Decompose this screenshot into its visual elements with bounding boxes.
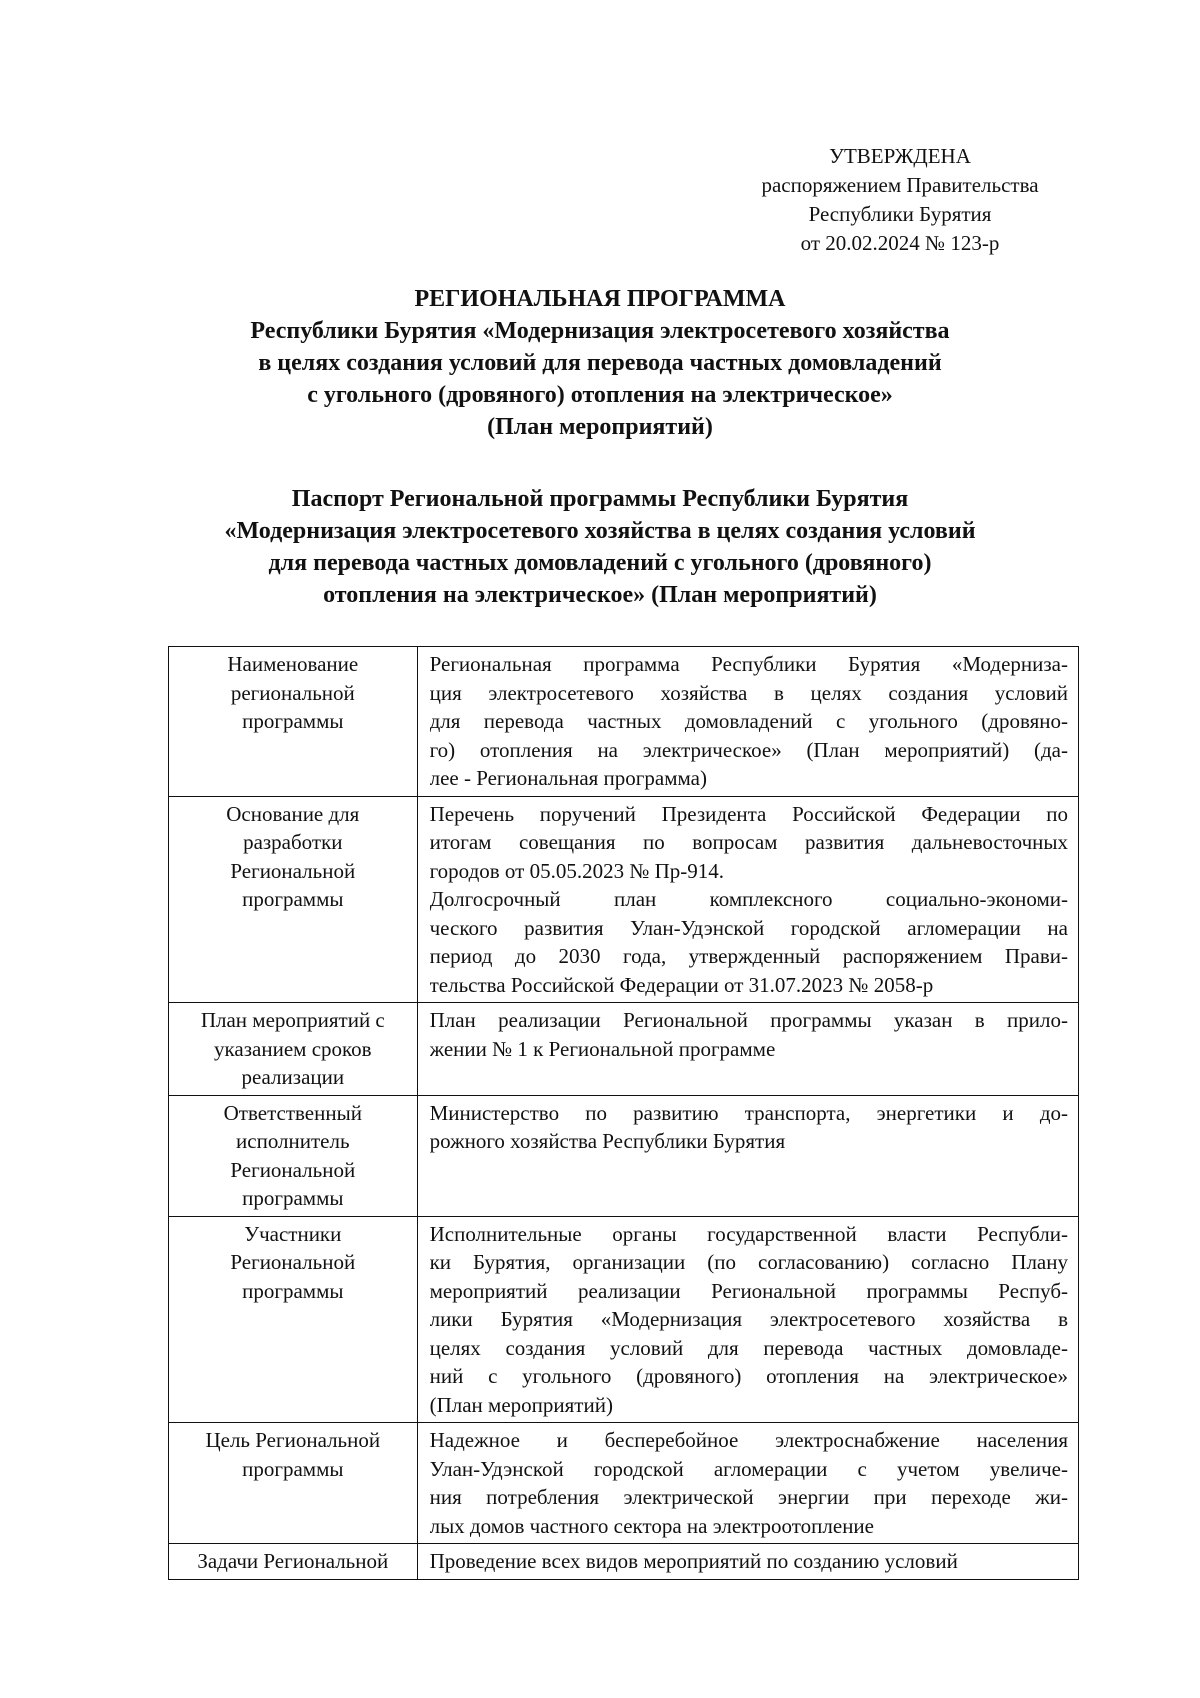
row-label-line: Региональной — [230, 858, 356, 883]
program-title — [140, 283, 1060, 443]
row-label-line: Региональной — [230, 1250, 356, 1274]
row-value-line: Проведение всех видов мероприятий по созданию условий — [429, 1549, 958, 1573]
passport-heading-line-3: для перевода частных домовладений с угольного (дровяного) — [268, 550, 932, 576]
passport-heading-line-4: отопления на электрическое» (План мероприятий) — [323, 582, 877, 608]
row-value-line: период до 2030 года, утвержденный распоряжением Прави- — [429, 944, 1068, 968]
row-label-line: программы — [242, 1186, 344, 1210]
row-value-line: целях создания условий для перевода частных домовладе- — [429, 1335, 1068, 1360]
row-label-line: Участники — [244, 1221, 342, 1246]
row-value-line: (План мероприятий) — [429, 1392, 613, 1417]
row-value-line: городов от 05.05.2023 № Пр-914. — [429, 858, 725, 883]
row-label-cell — [169, 1095, 418, 1216]
row-label-cell — [169, 796, 418, 1003]
row-value-line: жении № 1 к Региональной программе — [429, 1036, 776, 1061]
passport-table-body — [169, 647, 1079, 1580]
row-value-line: для перевода частных домовладений с угольного (дровяно- — [429, 709, 1068, 733]
row-label-line: Ответственный — [223, 1100, 362, 1125]
row-value-line: Исполнительные органы государственной власти Республи- — [429, 1221, 1068, 1246]
row-label-line: программы — [242, 887, 344, 911]
row-value-line: Надежное и бесперебойное электроснабжение населения — [429, 1428, 1068, 1452]
table-row-basis — [169, 796, 1079, 1003]
approval-line-3: Республики Бурятия — [808, 202, 992, 226]
row-label-line: разработки — [243, 830, 343, 854]
row-value-line: итогам совещания по вопросам развития дальневосточных — [429, 830, 1068, 854]
row-value-line: Министерство по развитию транспорта, энергетики и до- — [429, 1100, 1068, 1125]
row-value-cell — [417, 1544, 1078, 1580]
row-label-line: Наименование — [227, 652, 359, 676]
table-row-tasks — [169, 1544, 1079, 1580]
row-value-cell — [417, 796, 1078, 1003]
title-line-1: РЕГИОНАЛЬНАЯ ПРОГРАММА — [414, 286, 786, 312]
row-value-cell — [417, 1216, 1078, 1423]
row-label-line: Основание для — [226, 801, 360, 826]
row-label-cell — [169, 1216, 418, 1423]
row-value-line: лых домов частного сектора на электроотопление — [429, 1513, 874, 1538]
table-row-name — [169, 647, 1079, 797]
table-row-goal — [169, 1423, 1079, 1544]
row-value-line: ки Бурятия, организации (по согласованию) согласно Плану — [429, 1250, 1068, 1274]
title-line-5: (План мероприятий) — [487, 414, 713, 440]
row-value-cell — [417, 1423, 1078, 1544]
row-label-cell — [169, 1544, 418, 1580]
row-value-line: Региональная программа Республики Бурятия «Модерниза- — [429, 652, 1068, 676]
row-value-line: тельства Российской Федерации от 31.07.2023 № 2058-р — [429, 972, 934, 997]
table-row-participants — [169, 1216, 1079, 1423]
row-label-line: исполнитель — [236, 1129, 350, 1153]
row-label-line: Региональной — [230, 1157, 356, 1182]
row-label-cell — [169, 647, 418, 797]
row-label-line: программы — [242, 1456, 344, 1481]
row-label-cell — [169, 1003, 418, 1096]
approval-line-2: распоряжением Правительства — [761, 173, 1039, 197]
approval-line-4: от 20.02.2024 № 123-р — [800, 231, 1000, 255]
row-value-line: го) отопления на электрическое» (План мероприятий) (да- — [429, 737, 1068, 762]
row-value-line: лики Бурятия «Модернизация электросетевого хозяйства в — [429, 1307, 1068, 1331]
row-value-line: Долгосрочный план комплексного социально-экономи- — [429, 887, 1068, 911]
row-value-line: лее - Региональная программа) — [429, 766, 707, 790]
row-value-cell — [417, 1095, 1078, 1216]
row-label-line: программы — [242, 1278, 344, 1303]
table-row-plan — [169, 1003, 1079, 1096]
title-line-3: в целях создания условий для перевода частных домовладений — [258, 350, 942, 376]
row-value-line: ния потребления электрической энергии при переходе жи- — [429, 1485, 1068, 1509]
passport-heading — [140, 483, 1060, 611]
approval-line-1: УТВЕРЖДЕНА — [829, 144, 971, 168]
passport-heading-line-2: «Модернизация электросетевого хозяйства в целях создания условий — [224, 518, 976, 544]
row-label-line: региональной — [230, 680, 355, 705]
row-label-line: План мероприятий с — [200, 1008, 385, 1032]
row-value-cell — [417, 647, 1078, 797]
row-value-line: ция электросетевого хозяйства в целях создания условий — [429, 680, 1068, 705]
row-label-cell — [169, 1423, 418, 1544]
row-label-line: программы — [242, 709, 344, 733]
passport-table — [168, 646, 1079, 1580]
row-label-line: Цель Региональной — [205, 1428, 381, 1452]
row-value-line: мероприятий реализации Региональной программы Респуб- — [429, 1278, 1068, 1303]
row-value-line: План реализации Региональной программы указан в прило- — [429, 1008, 1068, 1032]
table-row-executor — [169, 1095, 1079, 1216]
title-line-4: с угольного (дровяного) отопления на электрическое» — [307, 382, 893, 408]
title-line-2: Республики Бурятия «Модернизация электросетевого хозяйства — [250, 318, 950, 344]
row-label-line: Задачи Региональной — [197, 1549, 389, 1573]
row-value-line: ний с угольного (дровяного) отопления на электрическое» — [429, 1364, 1068, 1388]
row-label-line: реализации — [241, 1065, 345, 1089]
approval-stamp — [720, 142, 1080, 258]
row-value-line: Улан-Удэнской городской агломерации с учетом увеличе- — [429, 1456, 1068, 1481]
row-value-cell — [417, 1003, 1078, 1096]
row-value-line: Перечень поручений Президента Российской Федерации по — [429, 801, 1068, 826]
passport-heading-line-1: Паспорт Региональной программы Республики Бурятия — [291, 486, 909, 512]
row-label-line: указанием сроков — [214, 1036, 372, 1061]
row-value-line: ческого развития Улан-Удэнской городской агломерации на — [429, 915, 1068, 940]
row-value-line: рожного хозяйства Республики Бурятия — [429, 1129, 786, 1153]
